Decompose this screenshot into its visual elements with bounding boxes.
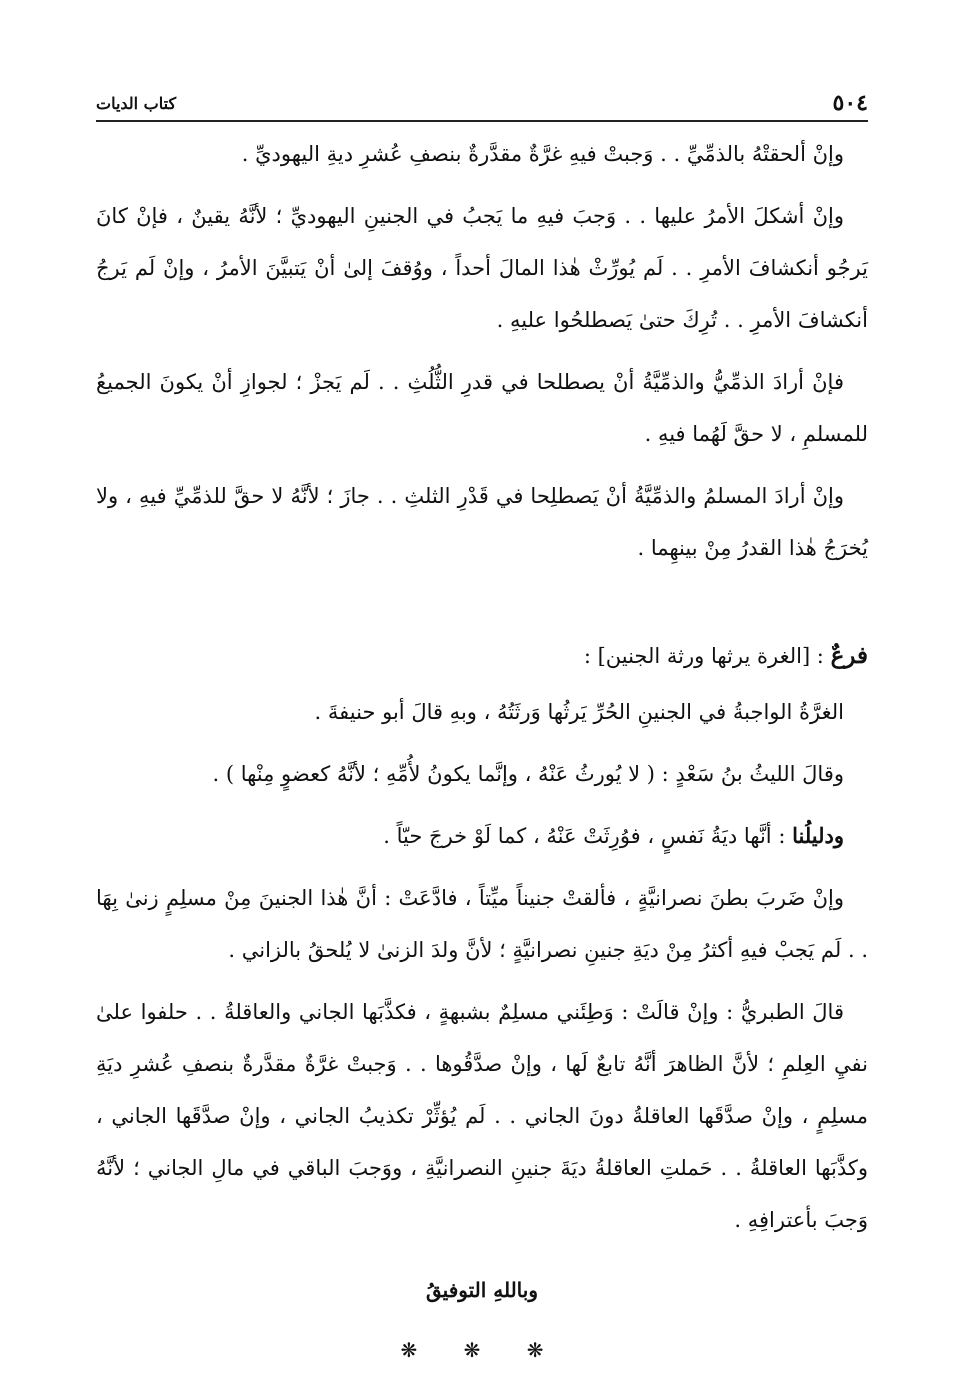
paragraph: وإنْ ألحقتْهُ بالذمِّيِّ . . وَجبتْ فيهِ غرَّةٌ مقدَّرةٌ بنصفِ عُشرِ ديةِ اليهوديِّ . xyxy=(241,142,844,166)
running-title: كتاب الديات xyxy=(96,93,177,113)
section-heading-title: : [الغرة يرثها ورثة الجنين] : xyxy=(583,644,824,668)
page-body xyxy=(96,128,868,1376)
evidence-paragraph xyxy=(96,810,868,862)
section-heading-word: فرعٌ xyxy=(830,642,868,669)
evidence-lead: ودليلُنا xyxy=(792,823,844,848)
ornament-stars: ❋ ❋ ❋ xyxy=(400,1338,564,1362)
section-heading xyxy=(96,630,868,682)
paragraph: الغرَّةُ الواجبةُ في الجنينِ الحُرِّ يَرثُها وَرثَتُهُ ، وبهِ قالَ أبو حنيفةَ . xyxy=(314,700,844,724)
paragraph: قالَ الطبريُّ : وإنْ قالَتْ : وَطِئَني مسلِمٌ بشبهةٍ ، فكذَّبَها الجاني والعاقلةُ . . حلفوا علىٰ نفيِ العِلمِ ؛ لأنَّ الظاهرَ أنَّهُ تابعٌ لَها ، وإنْ صدَّقُوها . . وَجبتْ غرَّةٌ مقدَّرةٌ بنصفِ عُشرِ ديَةِ مسلِمٍ ، وإنْ صدَّقَها العاقلةُ دونَ الجاني . . لَم يُؤثِّرْ تكذيبُ الجاني ، وإنْ صدَّقَها الجاني ، وكذَّبَها العاقلةُ . . حَملتِ العاقلةُ ديَةَ جنينِ النصرانيَّةِ ، ووَجبَ الباقي في مالِ الجاني ؛ لأنَّهُ وَجبَ بأعترافِهِ . xyxy=(96,1000,868,1232)
page-header xyxy=(96,86,868,122)
evidence-text: : أنَّها ديَةُ نَفسٍ ، فوُرِثَتْ عَنْهُ ، كما لَوْ خرجَ حيّاً . xyxy=(383,824,786,848)
page-number: ٥٠٤ xyxy=(832,90,868,116)
paragraph: وقالَ الليثُ بنُ سَعْدٍ : ( لا يُورثُ عَنْهُ ، وإنَّما يكونُ لأُمِّهِ ؛ لأنَّهُ كعضوٍ مِنْها ) . xyxy=(212,762,844,786)
paragraph: وإنْ أرادَ المسلمُ والذمِّيَّةُ أنْ يَصطلِحا في قَدْرِ الثلثِ . . جازَ ؛ لأنَّهُ لا حقَّ للذمِّيِّ فيهِ ، ولا يُخرَجُ هٰذا القدرُ مِنْ بينهِما . xyxy=(96,484,868,560)
paragraph: فإنْ أرادَ الذمِّيُّ والذمِّيَّةُ أنْ يصطلحا في قدرِ الثُّلُثِ . . لَم يَجزْ ؛ لجوازِ أنْ يكونَ الجميعُ للمسلمِ ، لا حقَّ لَهُما فيهِ . xyxy=(96,370,868,446)
paragraph: وإنْ أشكلَ الأمرُ عليها . . وَجبَ فيهِ ما يَجبُ في الجنينِ اليهوديِّ ؛ لأنَّهُ يقينٌ ، فإنْ كانَ يَرجُو أنكشافَ الأمرِ . . لَم يُورِّثْ هٰذا المالَ أحداً ، ووُقفَ إلىٰ أنْ يَتبيَّنَ الأمرُ ، وإنْ لَم يَرجُ أنكشافَ الأمرِ . . تُرِكَ حتىٰ يَصطلحُوا عليهِ . xyxy=(96,204,868,332)
paragraph: وإنْ ضَربَ بطنَ نصرانيَّةٍ ، فألقتْ جنيناً ميِّتاً ، فادَّعَتْ : أنَّ هٰذا الجنينَ مِنْ مسلِمٍ زنىٰ بِهَا . . لَم يَجبْ فيهِ أكثرُ مِنْ ديَةِ جنينِ نصرانيَّةٍ ؛ لأنَّ ولدَ الزنىٰ لا يُلحقُ بالزاني . xyxy=(96,886,868,962)
closing-phrase: وباللهِ التوفيقُ xyxy=(425,1278,538,1302)
